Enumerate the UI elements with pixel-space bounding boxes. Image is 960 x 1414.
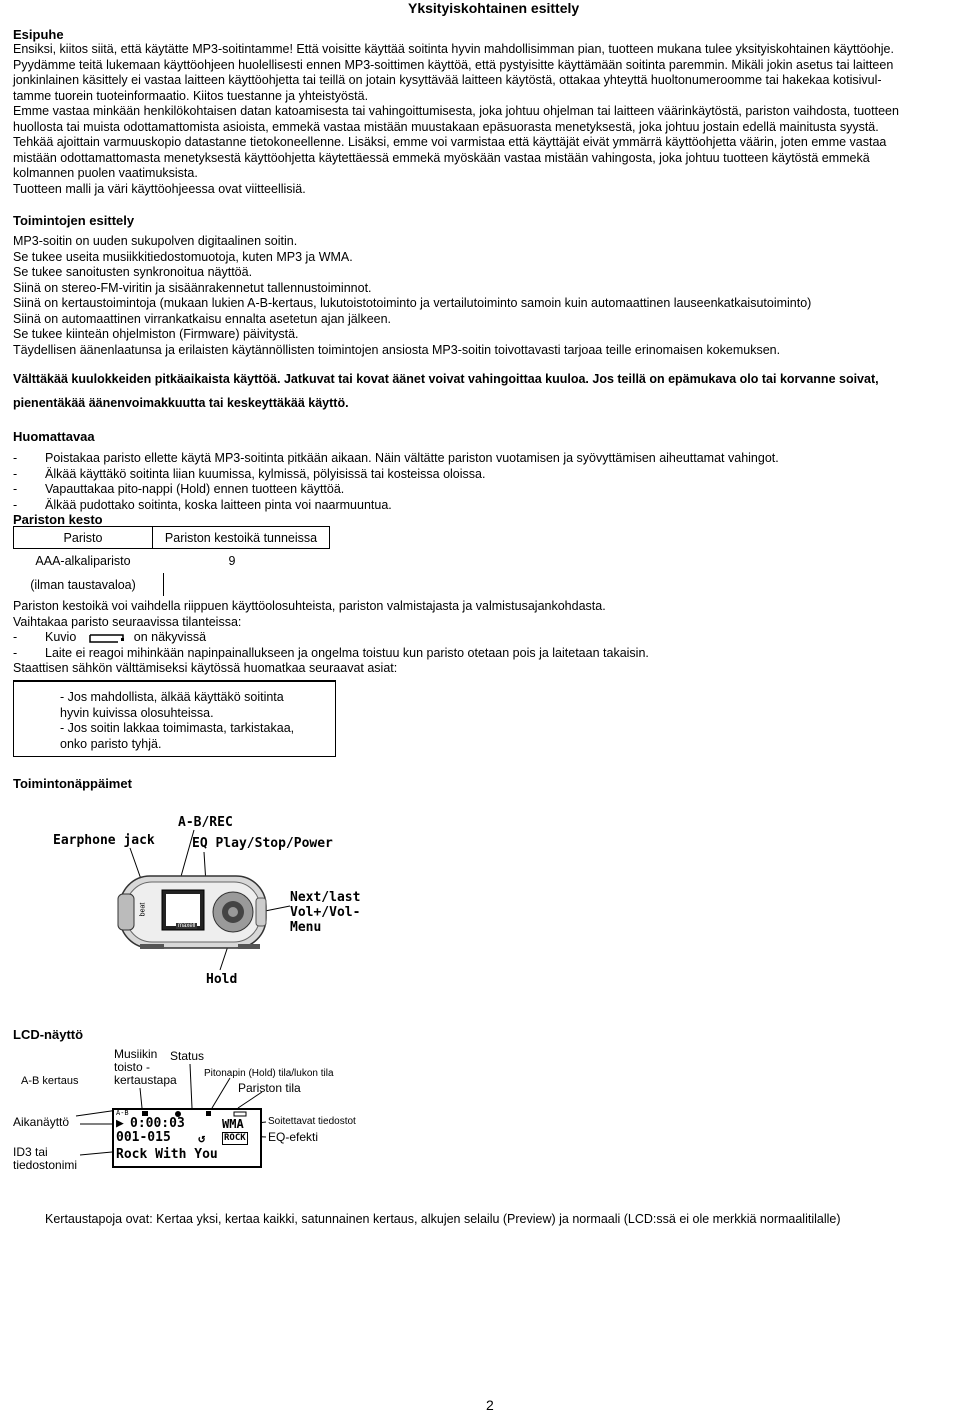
label-eq-play: EQ Play/Stop/Power	[192, 836, 333, 851]
label-next-last: Next/last	[290, 890, 361, 905]
table-cell: 9	[228, 554, 236, 568]
list-item: - Poistakaa paristo ellette käytä MP3-soitinta pitkään aikaan. Näin vältätte pariston vuotamisen ja syövyttämisen aiheuttamat vahingot.	[13, 451, 779, 465]
text-line: huollosta tai muista odottamattomista asioista, emmekä vastaa mistään muustakaan epäsuorasta menetyksestä, joka johtuu jostain edellä mainitusta syystä.	[13, 119, 879, 134]
text-line: Pariston kestoikä voi vaihdella riippuen käyttöolosuhteista, pariston valmistajasta ja valmistusajankohdasta.	[13, 599, 606, 613]
list-dash: -	[13, 497, 18, 512]
list-dash: -	[13, 482, 18, 496]
list-dash: -	[13, 645, 18, 660]
lcd-label-music-repeat: Musiikin toisto - kertaustapa	[114, 1047, 177, 1087]
table-divider	[163, 573, 164, 596]
page-header-title: Yksityiskohtainen esittely	[408, 0, 580, 16]
label-vol: Vol+/Vol-	[290, 905, 361, 920]
text-line: MP3-soitin on uuden sukupolven digitaalinen soitin.	[13, 234, 298, 248]
text-line: Se tukee useita musiikkitiedostomuotoja, kuten MP3 ja WMA.	[13, 249, 353, 264]
hearing-warning-line1: Välttäkää kuulokkeiden pitkäaikaista käyttöä. Jatkuvat tai kovat äänet voivat vahingoittaa kuuloa. Jos teillä on epämukava olo tai korvanne soivat,	[13, 372, 879, 386]
lcd-label-id3: ID3 tai tiedostonimi	[13, 1145, 78, 1172]
hearing-warning-line2: pienentäkää äänenvoimakkuutta tai keskeyttäkää käyttö.	[13, 396, 349, 410]
lcd-label-files: Soitettavat tiedostot	[268, 1116, 356, 1127]
mp3-player-drawing	[28, 808, 380, 998]
device-side-label: beat	[139, 902, 147, 917]
text-line: Vaihtakaa paristo seuraavissa tilanteissa:	[13, 614, 242, 629]
lcd-screen	[112, 1108, 262, 1168]
table-cell: (ilman taustavaloa)	[30, 578, 136, 592]
label-hold: Hold	[206, 972, 238, 987]
lcd-repeat-icon: ↺	[198, 1131, 206, 1145]
table-cell: AAA-alkaliparisto	[35, 554, 131, 568]
battery-notes	[13, 599, 953, 677]
lcd-label-eq: EQ-efekti	[268, 1130, 319, 1144]
text-line: Siinä on kertaustoimintoja (mukaan lukien A-B-kertaus, lukutoistotoiminto ja vertailutoiminto samoin kuin automaattinen lauseenkatkaisutoiminto)	[13, 296, 812, 310]
label-earphone-jack: Earphone jack	[53, 833, 155, 848]
lcd-label-status: Status	[170, 1049, 205, 1063]
section-heading-notice: Huomattavaa	[13, 429, 95, 444]
text-line: - Jos mahdollista, älkää käyttäkö soitinta	[60, 690, 284, 704]
label-menu: Menu	[290, 920, 322, 935]
list-item: - Laite ei reagoi mihinkään napinpainallukseen ja ongelma toistuu kun paristo otetaan pois ja laitetaan takaisin.	[13, 645, 649, 660]
text-line: Se tukee sanoitusten synkronoitua näyttöä.	[13, 265, 253, 279]
text-line: Tehkää ajoittain varmuuskopio datastanne tietokoneellenne. Lisäksi, emme voi varmistaa että käyttäjät eivät ymmärrä käyttöohjetta väärin, joten emme vastaa	[13, 135, 887, 149]
text-line: Siinä on automaattinen virrankatkaisu ennalta asetetun ajan jälkeen.	[13, 311, 392, 326]
text-line: Staattisen sähkön välttämiseksi käytössä huomatkaa seuraavat asiat:	[13, 661, 398, 675]
text-line: jonkinlainen käsittely ei vastaa laitteen käyttöohjetta tai teillä on jotain kysyttävää laitteen käytöstä, ottakaa yhteyttä huoltonumeroomme tai hakekaa kotisivul-	[13, 73, 882, 87]
text-line: Emme vastaa minkään henkilökohtaisen datan katoamisesta tai vahingoittumisesta, joka johtuu ohjelman tai laitteen väärinkäytöstä, pariston vaihdosta, tuotteen	[13, 104, 899, 118]
lcd-song-title: Rock With You	[116, 1147, 218, 1162]
lcd-label-battery: Pariston tila	[238, 1081, 301, 1095]
notice-list	[13, 451, 953, 513]
lcd-format: WMA	[222, 1117, 244, 1131]
section-heading-lcd: LCD-näyttö	[13, 1027, 84, 1042]
preface-text	[13, 42, 953, 197]
lcd-time: 0:00:03	[130, 1116, 185, 1131]
label-ab-rec: A-B/REC	[178, 815, 233, 830]
lcd-track-counter: 001-015	[116, 1130, 171, 1145]
section-heading-buttons: Toimintonäppäimet	[13, 776, 132, 791]
text-line: Pyydämme teitä lukemaan käyttöohjeen huolellisesti ennen MP3-soittimen käyttöä, että pystyisitte käyttämään soitinta paremmin. Mikäli jokin asetus tai laitteen	[13, 57, 894, 72]
text-line: Ensiksi, kiitos siitä, että käytätte MP3-soitintamme! Että voisitte käyttää soitinta hyvin mahdollisimman pian, tuotteen mukana tulee yksityiskohtainen käyttöohje.	[13, 42, 894, 56]
battery-table	[13, 526, 330, 597]
list-item: - Vapauttakaa pito-nappi (Hold) ennen tuotteen käyttöä.	[13, 482, 345, 496]
lcd-footer-note: Kertaustapoja ovat: Kertaa yksi, kertaa kaikki, satunnainen kertaus, alkujen selailu (Preview) ja normaali (LCD:ssä ei ole merkkiä normaalitilalle)	[45, 1212, 841, 1226]
device-diagram	[28, 808, 380, 998]
device-brand: maxell	[178, 923, 196, 929]
text-line: onko paristo tyhjä.	[60, 736, 162, 751]
section-heading-battery: Pariston kesto	[13, 512, 103, 527]
text-line: tamme tuorein tuoteinformaatio. Kiitos tuestanne ja yhteistyöstä.	[13, 88, 369, 103]
table-header-cell: Pariston kestoikä tunneissa	[153, 527, 330, 549]
list-item: - Kuvio on näkyvissä	[13, 630, 207, 644]
list-item: - Älkää pudottako soitinta, koska laitteen pinta voi naarmuuntua.	[13, 497, 392, 512]
features-text	[13, 234, 953, 358]
text-line: Se tukee kiinteän ohjelmiston (Firmware) päivitystä.	[13, 327, 299, 341]
text-line: mistään odottamattomasta menetyksestä käyttöohjetta käytettäessä emmekä myöskään vastaa mistään vahingosta, joka johtuu tuotteen käytöstä emmekä	[13, 150, 870, 165]
text-line: Täydellisen äänenlaatunsa ja erilaisten käytännöllisten toimintojen ansiosta MP3-soitin toivottavasti tarjoaa teille erinomaisen kokemuksen.	[13, 342, 781, 357]
lcd-play-icon: ▶	[116, 1116, 124, 1131]
list-item: - Älkää käyttäkö soitinta liian kuumissa, kylmissä, pölyisissä tai kosteissa oloissa.	[13, 466, 486, 481]
text-line: - Jos soitin lakkaa toimimasta, tarkistakaa,	[60, 721, 295, 735]
text-line: Tuotteen malli ja väri käyttöohjeessa ovat viitteellisiä.	[13, 181, 306, 196]
list-dash: -	[13, 466, 18, 481]
lcd-ab-indicator: A-B	[116, 1109, 129, 1117]
text-line: Siinä on stereo-FM-viritin ja sisäänrakennetut tallennustoiminnot.	[13, 280, 372, 295]
lcd-label-hold: Pitonapin (Hold) tila/lukon tila	[204, 1068, 334, 1079]
text-line: kolmannen puolen vaatimuksista.	[13, 166, 198, 180]
battery-empty-icon	[88, 633, 126, 642]
lcd-label-ab-repeat: A-B kertaus	[21, 1075, 79, 1087]
table-header-cell: Paristo	[14, 527, 153, 549]
text-line: hyvin kuivissa olosuhteissa.	[60, 705, 214, 720]
static-warning-box	[13, 680, 336, 757]
lcd-label-time: Aikanäyttö	[13, 1115, 70, 1129]
lcd-eq: ROCK	[224, 1133, 246, 1143]
page-number: 2	[486, 1397, 494, 1413]
section-heading-preface: Esipuhe	[13, 27, 64, 42]
list-dash: -	[13, 630, 18, 644]
list-dash: -	[13, 451, 18, 465]
section-heading-features: Toimintojen esittely	[13, 213, 135, 228]
